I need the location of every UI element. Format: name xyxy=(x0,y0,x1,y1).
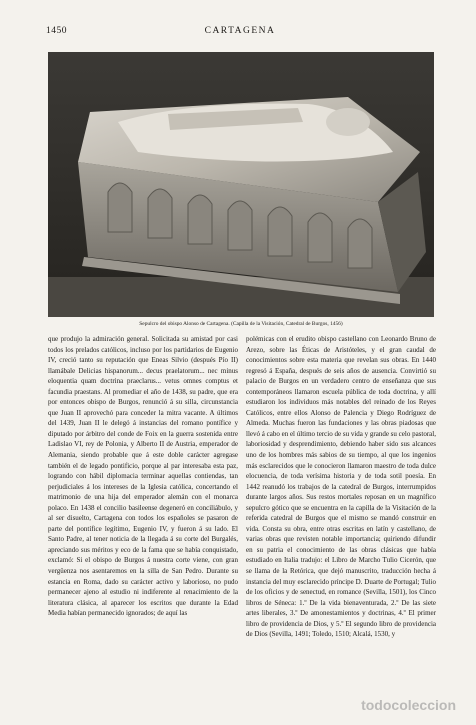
running-title: CARTAGENA xyxy=(204,26,276,36)
figure-caption: Sepulcro del obispo Alonso de Cartagena. (Capilla de la Visitación, Catedral de Burgos, 1456) xyxy=(139,321,343,327)
page-header xyxy=(46,26,434,42)
text-column-right xyxy=(246,334,436,704)
left-column-text: que produjo la admiración general. Solicitada su amistad por casi todos los prelados católicos, incluso por los partidarios de Eugenio IV, creció tanto su reputación que Eneas Silvio (después Pío II) llamábale Delicias hispanorum... decus praelatorum... nec minus eloquentia quam doctrina praeclarus... vetus omnes comptus et facundia praestans. Al promediar el año de 1438, su padre, que era por entonces obispo de Burgos, renunció á su silla, circunstancia que Juan II aprovechó para conceder la mitra vacante. A últimos del 1439, Juan II le delegó á instancias del romano pontífice y diputado por árbitro del conde de Foix en la guerra sostenida entre Ladislao VI, rey de Polonia, y Alberto II de Austria, emperador de Alemania, siendo probable que á este doble carácter agregase también el de legado pontificio, porque al par interesaba esta paz, logrando con hábil diplomacia terminar aquellas contiendas, tan perjudiciales á los intereses de la Iglesia católica, concertando el matrimonio de una hija del emperador alemán con el monarca polaco. En 1438 el concilio basileense degeneró en conciliábulo, y al ser disuelto, Cartagena con todos los españoles se pasaron de parte del pontífice legítimo, Eugenio IV, y fueron á su lado. El Santo Padre, al tener noticia de la llegada á su corte del Burgalés, apreciando sus méritos y eco de la fama que se había conquistado, exclamó: Si el obispo de Burgos á nuestra corte viene, con gran vergüenza nos asentaremos en la silla de San Pedro. Durante su estancia en Roma, dado su carácter activo y laborioso, no pudo permanecer ajeno al estudio ni indiferente al renacimiento de la literatura clásica, al aparecer los escritos que durante la Edad Media habían permanecido ignorados; de aquí las xyxy=(48,335,238,618)
text-column-left xyxy=(48,334,238,704)
sepulchre-image xyxy=(48,52,434,317)
page-number: 1450 xyxy=(46,26,67,36)
watermark-logo: todocoleccion xyxy=(361,697,456,713)
sepulchre-photograph xyxy=(48,52,434,317)
right-column-text: polémicas con el erudito obispo castellano con Leonardo Bruno de Arezo, sobre las Éticas de Aristóteles, y el gran caudal de conocimientos sobre esta materia que revelan sus obras. En 1440 regresó á España, después de seis años de ausencia. Convirtió su palacio de Burgos en un verdadero centro de enseñanza que sus contemporáneos llamaron escuela pública de toda doctrina, y allí estudiaron los individuos más notables del reinado de los Reyes Católicos, entre ellos Alonso de Palencia y Diego Rodríguez de Almeda. Muchas fueron las fundaciones y las obras piadosas que llevó á cabo en el último tercio de su vida y grande su celo pastoral, laboriosidad y desprendimiento, debiendo haber sido sus alcances uno de los hombres más sabios de su tiempo, al que los ingenios más esclarecidos que le conocieron llamaron maestro de toda dulce elocuencia, de toda verísima historia y de toda sotil poesía. En 1442 reanudó los trabajos de la catedral de Burgos, interrumpidos durante largos años. Sus restos mortales reposan en un magnífico sepulcro gótico que se encuentra en la capilla de la Visitación de la referida catedral de Burgos que el mismo se mandó construir en vida. Consta su obra, entre otras escritas en latín y castellano, de varias obras que revisten notable importancia; quiriendo difundir en su patria el conocimiento de las obras clásicas que había estudiado en Italia tradujo: el Libro de Marcho Tulio Cicerón, que se llama de la Retórica, que dejó manuscrito, traducción hecha á instancia del muy esclarecido príncipe D. Duarte de Portugal; Tulio de los oficios y de senectud, en romance (Sevilla, 1501), los Cinco libros de Séneca: 1.º De la vida bienaventurada, 2.º De las siete artes liberales, 3.º De amonestamientos y doctrinas, 4.º El primer libro de providencia de Dios, y 5.º El segundo libro de providencia de Dios (Sevilla, 1491; Toledo, 1510; Alcalá, 1530, y xyxy=(246,335,436,639)
